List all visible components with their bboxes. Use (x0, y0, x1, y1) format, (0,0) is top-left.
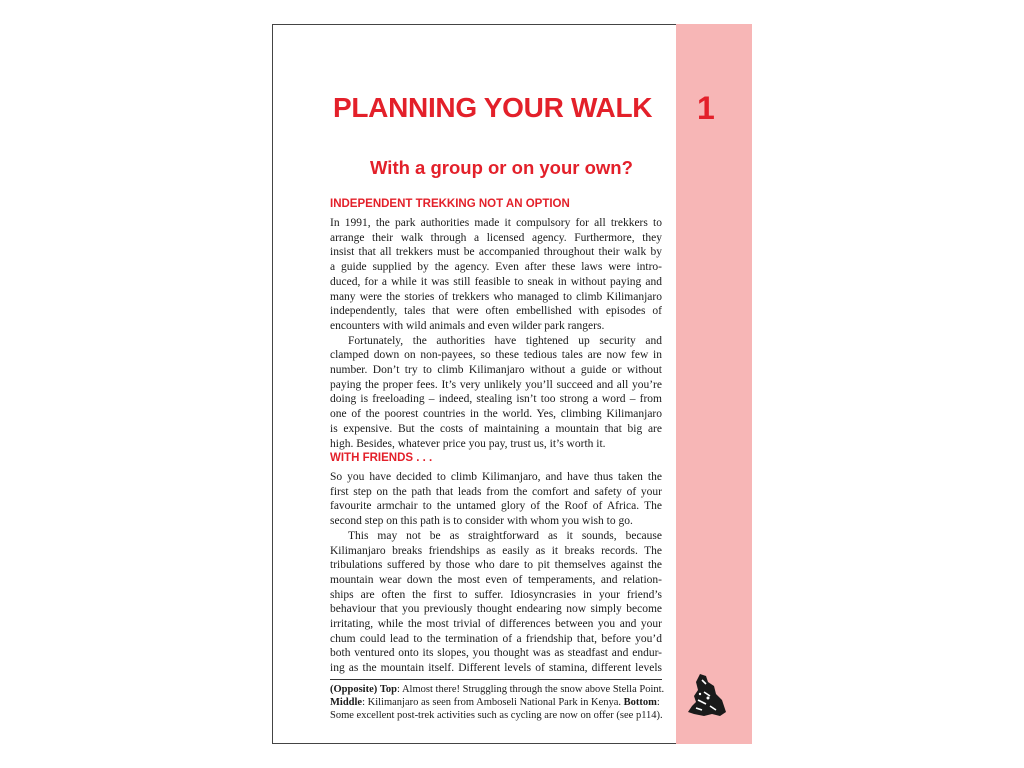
chapter-tab (676, 24, 752, 744)
text-line: arrange their walk through a licensed agency. Furthermore, they (330, 231, 662, 244)
caption-divider (330, 679, 662, 680)
section-body (330, 216, 662, 451)
section-heading: INDEPENDENT TREKKING NOT AN OPTION (330, 198, 570, 210)
caption-text: : Almost there! Struggling through the snow above Stella Point. (397, 684, 665, 695)
text-line: This may not be as straightforward as it sounds, because (348, 529, 662, 542)
text-line: a guide supplied by the agency. Even after these laws were intro- (330, 261, 662, 274)
caption-text: : Kilimanjaro as seen from Amboseli National Park in Kenya. (362, 697, 622, 708)
caption-label-bottom: Bottom (623, 697, 657, 708)
text-line: In 1991, the park authorities made it compulsory for all trekkers to (330, 217, 662, 229)
text-line: second step on this path is to consider with whom you wish to go. (330, 515, 633, 528)
text-line: favourite armchair to the untamed glory of the Roof of Africa. The (330, 500, 662, 513)
text-line: Kilimanjaro breaks friendships as easily as it breaks records. The (330, 544, 662, 557)
section-heading: WITH FRIENDS . . . (330, 452, 433, 464)
caption-label-middle: Middle (330, 697, 363, 708)
text-line: paying the proper fees. It’s very unlikely you’ll succeed and all you’re (330, 378, 662, 391)
text-line: ing as the mountain itself. Different levels of stamina, different levels (330, 662, 662, 675)
text-line: is expensive. But the costs of maintaining a mountain that big are (330, 422, 662, 435)
section-body (330, 470, 662, 676)
section-subtitle: With a group or on your own? (370, 157, 633, 178)
caption-label-opposite: (Opposite) (330, 684, 378, 695)
text-line: ships are often the first to suffer. Idiosyncrasies in your friend’s (330, 588, 662, 601)
caption-text: Some excellent post-trek activities such as cycling are now on offer (see p114). (330, 710, 663, 721)
caption-label-top: Top (379, 684, 398, 695)
text-line: So you have decided to climb Kilimanjaro, and have thus taken the (330, 471, 662, 483)
text-line: both ventured onto its slopes, you thought was as steadfast and endur- (330, 647, 662, 660)
text-line: mountain wear down the most even of temperaments, and relation- (330, 573, 662, 586)
text-line: irritating, while the most trivial of differences between you and your (330, 618, 662, 631)
text-line: insist that all trekkers must be accompanied throughout their walk by (330, 246, 662, 259)
text-line: tribulations suffered by those who dare to pit themselves against the (330, 559, 662, 572)
chapter-title: PLANNING YOUR WALK (333, 92, 653, 123)
text-line: duced, for a while it was still feasible to sneak in without paying and (330, 275, 662, 288)
chapter-number: 1 (697, 90, 715, 126)
text-line: Fortunately, the authorities have tightened up security and (348, 334, 662, 347)
text-line: clamped down on non-payees, so these tedious tales are now few in (330, 349, 662, 362)
text-line: many were the stories of trekkers who managed to climb Kilimanjaro (330, 290, 662, 303)
text-line: number. Don’t try to climb Kilimanjaro without a guide or without (330, 364, 662, 377)
text-line: one of the poorest countries in the world. Yes, climbing Kilimanjaro (330, 408, 662, 421)
text-line: independently, tales that were often embellished with episodes of (330, 305, 662, 318)
text-line: first step on the path that leads from the comfort and safety of your (330, 485, 662, 498)
text-line: behaviour that you previously thought endearing now simply become (330, 603, 662, 616)
text-line: high. Besides, whatever price you pay, trust us, it’s worth it. (330, 437, 606, 450)
photo-caption: (Opposite) Top: Almost there! Struggling through the snow above Stella Point. Middle: Kilimanjaro as seen from Amboseli National Park in Kenya. Bottom: Some excellent post-trek activities such as cycling are now on offer (see p114). (330, 684, 665, 721)
text-line: encounters with wild animals and even wilder park rangers. (330, 319, 605, 332)
text-line: doing is freeloading – indeed, stealing isn’t too strong a word – from (330, 393, 662, 406)
climber-figure-icon (686, 672, 728, 718)
text-line: chum could lead to the termination of a friendship that, before you’d (330, 632, 662, 645)
